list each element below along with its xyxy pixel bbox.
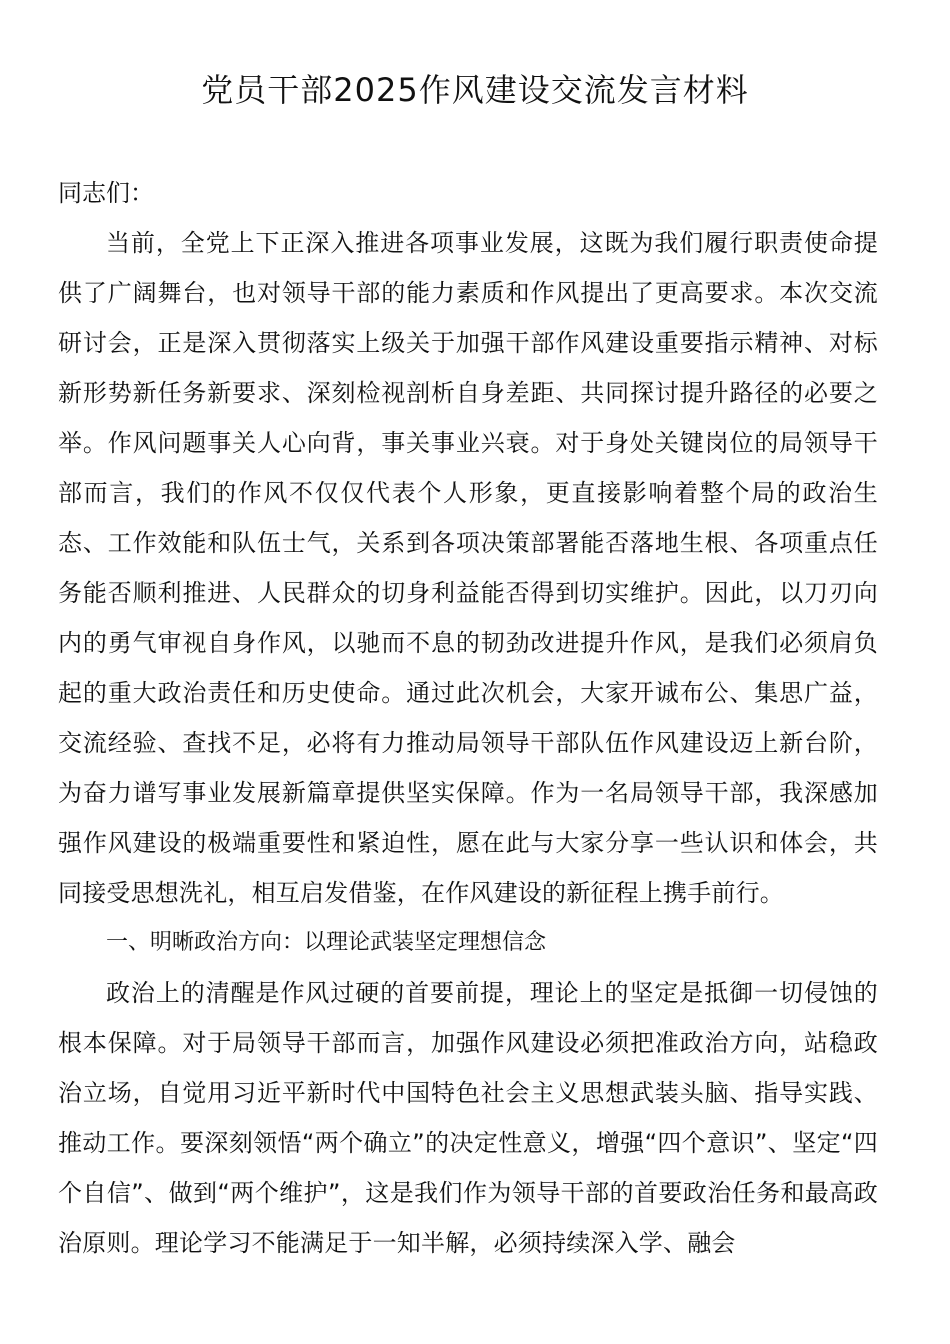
section-paragraph: 政治上的清醒是作风过硬的首要前提，理论上的坚定是抵御一切侵蚀的根本保障。对于局领导干部而言，加强作风建设必须把准政治方向，站稳政治立场，自觉用习近平新时代中国特色社会主义思想武装头脑、指导实践、推动工作。要深刻领悟“两个确立”的决定性意义，增强“四个意识”、坚定“四个自信”、做到“两个维护”，这是我们作为领导干部的首要政治任务和最高政治原则。理论学习不能满足于一知半解，必须持续深入学、融会 bbox=[58, 979, 878, 1257]
document-title: 党员干部2025作风建设交流发言材料 bbox=[201, 71, 749, 109]
section-heading: 一、明晰政治方向：以理论武装坚定理想信念 bbox=[106, 930, 547, 955]
salutation: 同志们： bbox=[58, 179, 154, 207]
intro-paragraph: 当前，全党上下正深入推进各项事业发展，这既为我们履行职责使命提供了广阔舞台，也对领导干部的能力素质和作风提出了更高要求。本次交流研讨会，正是深入贯彻落实上级关于加强干部作风建设重要指示精神、对标新形势新任务新要求、深刻检视剖析自身差距、共同探讨提升路径的必要之举。作风问题事关人心向背，事关事业兴衰。对于身处关键岗位的局领导干部而言，我们的作风不仅仅代表个人形象，更直接影响着整个局的政治生态、工作效能和队伍士气，关系到各项决策部署能否落地生根、各项重点任务能否顺利推进、人民群众的切身利益能否得到切实维护。因此，以刀刃向内的勇气审视自身作风，以驰而不息的韧劲改进提升作风，是我们必须肩负起的重大政治责任和历史使命。通过此次机会，大家开诚布公、集思广益，交流经验、查找不足，必将有力推动局领导干部队伍作风建设迈上新台阶，为奋力谱写事业发展新篇章提供坚实保障。作为一名局领导干部，我深感加强作风建设的极端重要性和紧迫性，愿在此与大家分享一些认识和体会，共同接受思想洗礼，相互启发借鉴，在作风建设的新征程上携手前行。 bbox=[58, 229, 878, 907]
document-body bbox=[58, 168, 878, 1268]
